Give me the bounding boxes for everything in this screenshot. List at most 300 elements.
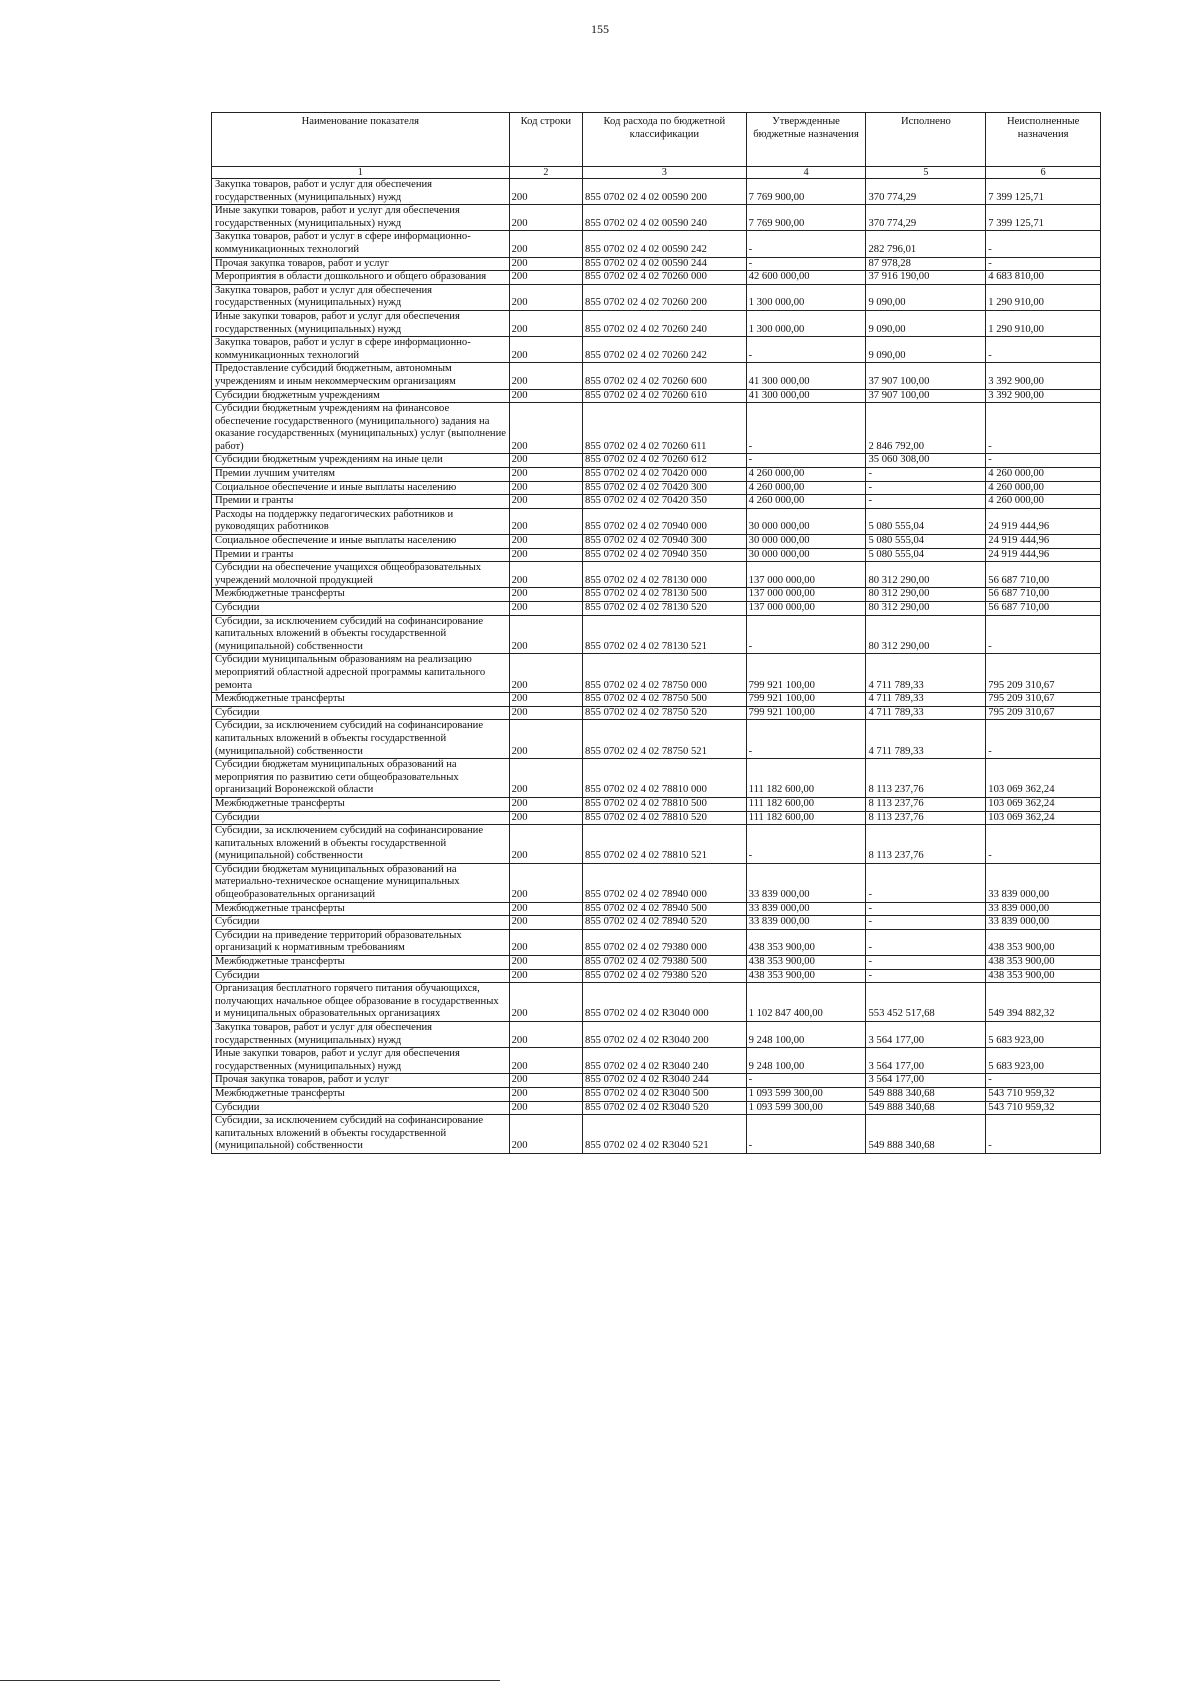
table-row	[212, 654, 1101, 693]
row-approved: -	[746, 337, 866, 363]
row-unexecuted: 795 209 310,67	[986, 654, 1101, 693]
row-executed: -	[866, 495, 986, 509]
row-approved: 7 769 900,00	[746, 179, 866, 205]
row-approved: 41 300 000,00	[746, 363, 866, 389]
row-executed: 9 090,00	[866, 337, 986, 363]
row-name: Субсидии	[212, 811, 510, 825]
table-row	[212, 535, 1101, 549]
table-row	[212, 337, 1101, 363]
row-executed: -	[866, 481, 986, 495]
row-approved: -	[746, 403, 866, 454]
table-row	[212, 205, 1101, 231]
page-number: 155	[591, 22, 609, 36]
table-row	[212, 284, 1101, 310]
row-unexecuted: 4 683 810,00	[986, 271, 1101, 285]
row-executed: -	[866, 929, 986, 955]
row-approved: 30 000 000,00	[746, 548, 866, 562]
row-executed: 370 774,29	[866, 179, 986, 205]
row-approved: 137 000 000,00	[746, 588, 866, 602]
row-line-code: 200	[509, 811, 582, 825]
row-budget-code: 855 0702 02 4 02 70940 350	[583, 548, 747, 562]
row-name: Иные закупки товаров, работ и услуг для обеспечения государственных (муниципальных) нужд	[212, 310, 510, 336]
row-approved: 30 000 000,00	[746, 535, 866, 549]
row-budget-code: 855 0702 02 4 02 78940 520	[583, 916, 747, 930]
row-budget-code: 855 0702 02 4 02 78750 521	[583, 720, 747, 759]
table-row	[212, 902, 1101, 916]
table-row	[212, 1087, 1101, 1101]
table-row	[212, 363, 1101, 389]
row-executed: -	[866, 468, 986, 482]
row-unexecuted: 103 069 362,24	[986, 759, 1101, 798]
row-approved: 33 839 000,00	[746, 902, 866, 916]
row-approved: 438 353 900,00	[746, 929, 866, 955]
row-budget-code: 855 0702 02 4 02 R3040 200	[583, 1022, 747, 1048]
row-line-code: 200	[509, 495, 582, 509]
row-name: Предоставление субсидий бюджетным, автономным учреждениям и иным некоммерческим организациям	[212, 363, 510, 389]
row-line-code: 200	[509, 1074, 582, 1088]
row-line-code: 200	[509, 454, 582, 468]
table-row	[212, 310, 1101, 336]
row-name: Иные закупки товаров, работ и услуг для обеспечения государственных (муниципальных) нужд	[212, 205, 510, 231]
row-unexecuted: 543 710 959,32	[986, 1087, 1101, 1101]
row-approved: 111 182 600,00	[746, 797, 866, 811]
row-name: Субсидии	[212, 969, 510, 983]
row-approved: -	[746, 1074, 866, 1088]
row-line-code: 200	[509, 615, 582, 654]
row-unexecuted: 24 919 444,96	[986, 508, 1101, 534]
row-executed: 4 711 789,33	[866, 654, 986, 693]
row-approved: 137 000 000,00	[746, 602, 866, 616]
row-line-code: 200	[509, 337, 582, 363]
row-unexecuted: 1 290 910,00	[986, 310, 1101, 336]
row-executed: 553 452 517,68	[866, 983, 986, 1022]
row-budget-code: 855 0702 02 4 02 78810 520	[583, 811, 747, 825]
budget-execution-table	[211, 112, 1101, 1154]
row-budget-code: 855 0702 02 4 02 70260 200	[583, 284, 747, 310]
header-name: Наименование показателя	[212, 113, 510, 167]
row-name: Социальное обеспечение и иные выплаты населению	[212, 481, 510, 495]
header-executed: Исполнено	[866, 113, 986, 167]
row-budget-code: 855 0702 02 4 02 00590 244	[583, 257, 747, 271]
row-unexecuted: 33 839 000,00	[986, 916, 1101, 930]
row-line-code: 200	[509, 179, 582, 205]
row-name: Субсидии бюджетным учреждениям на финансовое обеспечение государственного (муниципального) задания на оказание государственных (муниципальных) услуг (выполнение работ)	[212, 403, 510, 454]
row-approved: -	[746, 454, 866, 468]
row-line-code: 200	[509, 602, 582, 616]
row-executed: 35 060 308,00	[866, 454, 986, 468]
row-budget-code: 855 0702 02 4 02 00590 200	[583, 179, 747, 205]
row-name: Субсидии бюджетам муниципальных образований на мероприятия по развитию сети общеобразовательных организаций Воронежской области	[212, 759, 510, 798]
table-row	[212, 811, 1101, 825]
row-name: Межбюджетные трансферты	[212, 693, 510, 707]
row-unexecuted: -	[986, 1115, 1101, 1154]
row-line-code: 200	[509, 535, 582, 549]
table-row	[212, 983, 1101, 1022]
row-unexecuted: 33 839 000,00	[986, 902, 1101, 916]
row-budget-code: 855 0702 02 4 02 78750 000	[583, 654, 747, 693]
row-name: Межбюджетные трансферты	[212, 797, 510, 811]
row-unexecuted: -	[986, 231, 1101, 257]
row-budget-code: 855 0702 02 4 02 70260 600	[583, 363, 747, 389]
row-approved: 799 921 100,00	[746, 654, 866, 693]
row-line-code: 200	[509, 588, 582, 602]
row-budget-code: 855 0702 02 4 02 70940 300	[583, 535, 747, 549]
row-budget-code: 855 0702 02 4 02 78130 500	[583, 588, 747, 602]
row-name: Межбюджетные трансферты	[212, 956, 510, 970]
row-name: Закупка товаров, работ и услуг в сфере информационно-коммуникационных технологий	[212, 337, 510, 363]
table-row	[212, 271, 1101, 285]
row-executed: 5 080 555,04	[866, 508, 986, 534]
table-row	[212, 1074, 1101, 1088]
row-executed: 549 888 340,68	[866, 1087, 986, 1101]
row-unexecuted: -	[986, 454, 1101, 468]
row-line-code: 200	[509, 759, 582, 798]
table-row	[212, 179, 1101, 205]
row-executed: 2 846 792,00	[866, 403, 986, 454]
row-unexecuted: 438 353 900,00	[986, 969, 1101, 983]
row-executed: 4 711 789,33	[866, 693, 986, 707]
row-executed: 9 090,00	[866, 310, 986, 336]
table-row	[212, 495, 1101, 509]
table-row	[212, 257, 1101, 271]
row-unexecuted: -	[986, 1074, 1101, 1088]
row-approved: 33 839 000,00	[746, 916, 866, 930]
row-name: Закупка товаров, работ и услуг для обеспечения государственных (муниципальных) нужд	[212, 179, 510, 205]
row-name: Субсидии на приведение территорий образовательных организаций к нормативным требованиям	[212, 929, 510, 955]
row-budget-code: 855 0702 02 4 02 R3040 000	[583, 983, 747, 1022]
header-budget-code: Код расхода по бюджетной классификации	[583, 113, 747, 167]
row-budget-code: 855 0702 02 4 02 R3040 520	[583, 1101, 747, 1115]
row-name: Субсидии муниципальным образованиям на реализацию мероприятий областной адресной программы капитального ремонта	[212, 654, 510, 693]
row-budget-code: 855 0702 02 4 02 78750 520	[583, 706, 747, 720]
row-name: Субсидии	[212, 602, 510, 616]
table-row	[212, 1022, 1101, 1048]
row-unexecuted: 795 209 310,67	[986, 693, 1101, 707]
report-sheet	[211, 112, 1101, 1154]
row-unexecuted: -	[986, 615, 1101, 654]
row-approved: 33 839 000,00	[746, 863, 866, 902]
row-line-code: 200	[509, 693, 582, 707]
table-row	[212, 615, 1101, 654]
table-row	[212, 863, 1101, 902]
row-budget-code: 855 0702 02 4 02 70260 612	[583, 454, 747, 468]
row-executed: 370 774,29	[866, 205, 986, 231]
row-approved: 1 102 847 400,00	[746, 983, 866, 1022]
row-budget-code: 855 0702 02 4 02 00590 240	[583, 205, 747, 231]
row-name: Организация бесплатного горячего питания обучающихся, получающих начальное общее образование в государственных и муниципальных образовательных организациях	[212, 983, 510, 1022]
table-row	[212, 956, 1101, 970]
table-row	[212, 562, 1101, 588]
row-budget-code: 855 0702 02 4 02 70420 000	[583, 468, 747, 482]
row-unexecuted: 56 687 710,00	[986, 602, 1101, 616]
header-approved: Утвержденные бюджетные назначения	[746, 113, 866, 167]
row-budget-code: 855 0702 02 4 02 R3040 240	[583, 1048, 747, 1074]
row-unexecuted: -	[986, 337, 1101, 363]
row-budget-code: 855 0702 02 4 02 70260 000	[583, 271, 747, 285]
row-unexecuted: 103 069 362,24	[986, 797, 1101, 811]
table-row	[212, 454, 1101, 468]
row-budget-code: 855 0702 02 4 02 78940 000	[583, 863, 747, 902]
row-line-code: 200	[509, 969, 582, 983]
row-line-code: 200	[509, 902, 582, 916]
row-unexecuted: 543 710 959,32	[986, 1101, 1101, 1115]
row-executed: 8 113 237,76	[866, 825, 986, 864]
row-line-code: 200	[509, 481, 582, 495]
row-executed: 80 312 290,00	[866, 562, 986, 588]
row-line-code: 200	[509, 1115, 582, 1154]
row-name: Субсидии, за исключением субсидий на софинансирование капитальных вложений в объекты государственной (муниципальной) собственности	[212, 615, 510, 654]
table-body	[212, 179, 1101, 1154]
row-executed: 3 564 177,00	[866, 1022, 986, 1048]
row-line-code: 200	[509, 1087, 582, 1101]
row-executed: 3 564 177,00	[866, 1048, 986, 1074]
row-unexecuted: 56 687 710,00	[986, 588, 1101, 602]
table-row	[212, 602, 1101, 616]
row-unexecuted: 7 399 125,71	[986, 179, 1101, 205]
row-budget-code: 855 0702 02 4 02 78130 521	[583, 615, 747, 654]
row-name: Закупка товаров, работ и услуг в сфере информационно-коммуникационных технологий	[212, 231, 510, 257]
row-approved: -	[746, 1115, 866, 1154]
row-unexecuted: 7 399 125,71	[986, 205, 1101, 231]
row-approved: 438 353 900,00	[746, 969, 866, 983]
row-line-code: 200	[509, 863, 582, 902]
row-name: Премии и гранты	[212, 548, 510, 562]
row-unexecuted: 3 392 900,00	[986, 389, 1101, 403]
row-line-code: 200	[509, 956, 582, 970]
row-line-code: 200	[509, 508, 582, 534]
row-approved: 799 921 100,00	[746, 706, 866, 720]
row-executed: 549 888 340,68	[866, 1101, 986, 1115]
row-unexecuted: 4 260 000,00	[986, 468, 1101, 482]
row-unexecuted: 5 683 923,00	[986, 1048, 1101, 1074]
row-approved: 9 248 100,00	[746, 1048, 866, 1074]
row-executed: 87 978,28	[866, 257, 986, 271]
row-budget-code: 855 0702 02 4 02 00590 242	[583, 231, 747, 257]
row-approved: 799 921 100,00	[746, 693, 866, 707]
row-name: Межбюджетные трансферты	[212, 1087, 510, 1101]
row-line-code: 200	[509, 468, 582, 482]
table-row	[212, 1048, 1101, 1074]
row-name: Премии и гранты	[212, 495, 510, 509]
col-number: 4	[746, 167, 866, 179]
table-row	[212, 969, 1101, 983]
row-name: Прочая закупка товаров, работ и услуг	[212, 257, 510, 271]
col-number: 5	[866, 167, 986, 179]
row-executed: 4 711 789,33	[866, 720, 986, 759]
table-row	[212, 916, 1101, 930]
row-line-code: 200	[509, 825, 582, 864]
row-line-code: 200	[509, 916, 582, 930]
row-line-code: 200	[509, 257, 582, 271]
table-row	[212, 389, 1101, 403]
row-executed: 80 312 290,00	[866, 615, 986, 654]
header-line-code: Код строки	[509, 113, 582, 167]
table-row	[212, 231, 1101, 257]
row-executed: -	[866, 916, 986, 930]
row-executed: -	[866, 902, 986, 916]
row-line-code: 200	[509, 654, 582, 693]
row-line-code: 200	[509, 1101, 582, 1115]
row-budget-code: 855 0702 02 4 02 78810 521	[583, 825, 747, 864]
table-row	[212, 481, 1101, 495]
table-row	[212, 720, 1101, 759]
row-executed: 37 907 100,00	[866, 389, 986, 403]
row-approved: 1 093 599 300,00	[746, 1101, 866, 1115]
row-budget-code: 855 0702 02 4 02 78810 000	[583, 759, 747, 798]
row-budget-code: 855 0702 02 4 02 78130 000	[583, 562, 747, 588]
row-budget-code: 855 0702 02 4 02 78940 500	[583, 902, 747, 916]
row-line-code: 200	[509, 706, 582, 720]
footer-rule	[0, 1680, 500, 1681]
row-approved: 111 182 600,00	[746, 759, 866, 798]
row-budget-code: 855 0702 02 4 02 70260 240	[583, 310, 747, 336]
row-budget-code: 855 0702 02 4 02 70420 300	[583, 481, 747, 495]
row-budget-code: 855 0702 02 4 02 70940 000	[583, 508, 747, 534]
header-unexecuted: Неисполненные назначения	[986, 113, 1101, 167]
row-approved: 1 300 000,00	[746, 310, 866, 336]
table-row	[212, 508, 1101, 534]
row-name: Мероприятия в области дошкольного и общего образования	[212, 271, 510, 285]
row-executed: 80 312 290,00	[866, 588, 986, 602]
row-executed: 8 113 237,76	[866, 759, 986, 798]
row-executed: 5 080 555,04	[866, 548, 986, 562]
row-unexecuted: -	[986, 257, 1101, 271]
row-name: Субсидии	[212, 706, 510, 720]
row-unexecuted: 56 687 710,00	[986, 562, 1101, 588]
row-unexecuted: 4 260 000,00	[986, 481, 1101, 495]
row-unexecuted: 4 260 000,00	[986, 495, 1101, 509]
row-executed: 80 312 290,00	[866, 602, 986, 616]
row-approved: 30 000 000,00	[746, 508, 866, 534]
row-unexecuted: 438 353 900,00	[986, 929, 1101, 955]
row-unexecuted: -	[986, 403, 1101, 454]
row-approved: 9 248 100,00	[746, 1022, 866, 1048]
row-approved: 42 600 000,00	[746, 271, 866, 285]
row-approved: 111 182 600,00	[746, 811, 866, 825]
row-approved: -	[746, 231, 866, 257]
row-executed: 282 796,01	[866, 231, 986, 257]
row-budget-code: 855 0702 02 4 02 79380 520	[583, 969, 747, 983]
row-line-code: 200	[509, 205, 582, 231]
row-name: Субсидии на обеспечение учащихся общеобразовательных учреждений молочной продукцией	[212, 562, 510, 588]
row-name: Расходы на поддержку педагогических работников и руководящих работников	[212, 508, 510, 534]
table-row	[212, 1101, 1101, 1115]
row-line-code: 200	[509, 548, 582, 562]
row-approved: 1 300 000,00	[746, 284, 866, 310]
col-number: 3	[583, 167, 747, 179]
row-name: Субсидии	[212, 1101, 510, 1115]
row-line-code: 200	[509, 1048, 582, 1074]
row-name: Субсидии, за исключением субсидий на софинансирование капитальных вложений в объекты государственной (муниципальной) собственности	[212, 1115, 510, 1154]
row-line-code: 200	[509, 983, 582, 1022]
row-approved: 4 260 000,00	[746, 468, 866, 482]
table-row	[212, 797, 1101, 811]
table-row	[212, 548, 1101, 562]
row-line-code: 200	[509, 797, 582, 811]
row-unexecuted: 103 069 362,24	[986, 811, 1101, 825]
row-approved: -	[746, 825, 866, 864]
table-row	[212, 706, 1101, 720]
row-budget-code: 855 0702 02 4 02 78810 500	[583, 797, 747, 811]
row-executed: 5 080 555,04	[866, 535, 986, 549]
row-name: Субсидии бюджетам муниципальных образований на материально-техническое оснащение муниципальных общеобразовательных организаций	[212, 863, 510, 902]
row-unexecuted: -	[986, 720, 1101, 759]
table-header	[212, 113, 1101, 179]
row-line-code: 200	[509, 929, 582, 955]
row-executed: 8 113 237,76	[866, 811, 986, 825]
row-line-code: 200	[509, 310, 582, 336]
table-row	[212, 693, 1101, 707]
row-approved: 137 000 000,00	[746, 562, 866, 588]
row-name: Субсидии бюджетным учреждениям	[212, 389, 510, 403]
row-budget-code: 855 0702 02 4 02 79380 500	[583, 956, 747, 970]
row-executed: -	[866, 956, 986, 970]
row-name: Межбюджетные трансферты	[212, 588, 510, 602]
row-budget-code: 855 0702 02 4 02 70260 611	[583, 403, 747, 454]
table-row	[212, 403, 1101, 454]
row-unexecuted: 24 919 444,96	[986, 535, 1101, 549]
row-executed: -	[866, 863, 986, 902]
row-executed: 9 090,00	[866, 284, 986, 310]
row-line-code: 200	[509, 231, 582, 257]
row-approved: 41 300 000,00	[746, 389, 866, 403]
table-row	[212, 929, 1101, 955]
row-budget-code: 855 0702 02 4 02 79380 000	[583, 929, 747, 955]
row-approved: 4 260 000,00	[746, 481, 866, 495]
row-budget-code: 855 0702 02 4 02 70260 242	[583, 337, 747, 363]
row-approved: 4 260 000,00	[746, 495, 866, 509]
row-executed: 4 711 789,33	[866, 706, 986, 720]
row-unexecuted: 1 290 910,00	[986, 284, 1101, 310]
row-unexecuted: 438 353 900,00	[986, 956, 1101, 970]
row-unexecuted: 5 683 923,00	[986, 1022, 1101, 1048]
row-name: Субсидии бюджетным учреждениям на иные цели	[212, 454, 510, 468]
table-row	[212, 759, 1101, 798]
table-row	[212, 1115, 1101, 1154]
table-row	[212, 468, 1101, 482]
row-line-code: 200	[509, 284, 582, 310]
row-executed: 37 907 100,00	[866, 363, 986, 389]
row-name: Социальное обеспечение и иные выплаты населению	[212, 535, 510, 549]
row-budget-code: 855 0702 02 4 02 70420 350	[583, 495, 747, 509]
row-line-code: 200	[509, 403, 582, 454]
row-approved: 7 769 900,00	[746, 205, 866, 231]
row-executed: 8 113 237,76	[866, 797, 986, 811]
row-budget-code: 855 0702 02 4 02 R3040 244	[583, 1074, 747, 1088]
col-number: 6	[986, 167, 1101, 179]
row-unexecuted: 24 919 444,96	[986, 548, 1101, 562]
row-budget-code: 855 0702 02 4 02 70260 610	[583, 389, 747, 403]
row-line-code: 200	[509, 720, 582, 759]
row-approved: 1 093 599 300,00	[746, 1087, 866, 1101]
row-name: Прочая закупка товаров, работ и услуг	[212, 1074, 510, 1088]
col-number: 1	[212, 167, 510, 179]
row-approved: 438 353 900,00	[746, 956, 866, 970]
row-unexecuted: 795 209 310,67	[986, 706, 1101, 720]
row-name: Иные закупки товаров, работ и услуг для обеспечения государственных (муниципальных) нужд	[212, 1048, 510, 1074]
row-name: Субсидии, за исключением субсидий на софинансирование капитальных вложений в объекты государственной (муниципальной) собственности	[212, 825, 510, 864]
row-line-code: 200	[509, 562, 582, 588]
row-line-code: 200	[509, 363, 582, 389]
row-approved: -	[746, 257, 866, 271]
row-name: Премии лучшим учителям	[212, 468, 510, 482]
row-approved: -	[746, 615, 866, 654]
row-name: Субсидии	[212, 916, 510, 930]
row-name: Субсидии, за исключением субсидий на софинансирование капитальных вложений в объекты государственной (муниципальной) собственности	[212, 720, 510, 759]
row-approved: -	[746, 720, 866, 759]
row-executed: 3 564 177,00	[866, 1074, 986, 1088]
col-number: 2	[509, 167, 582, 179]
